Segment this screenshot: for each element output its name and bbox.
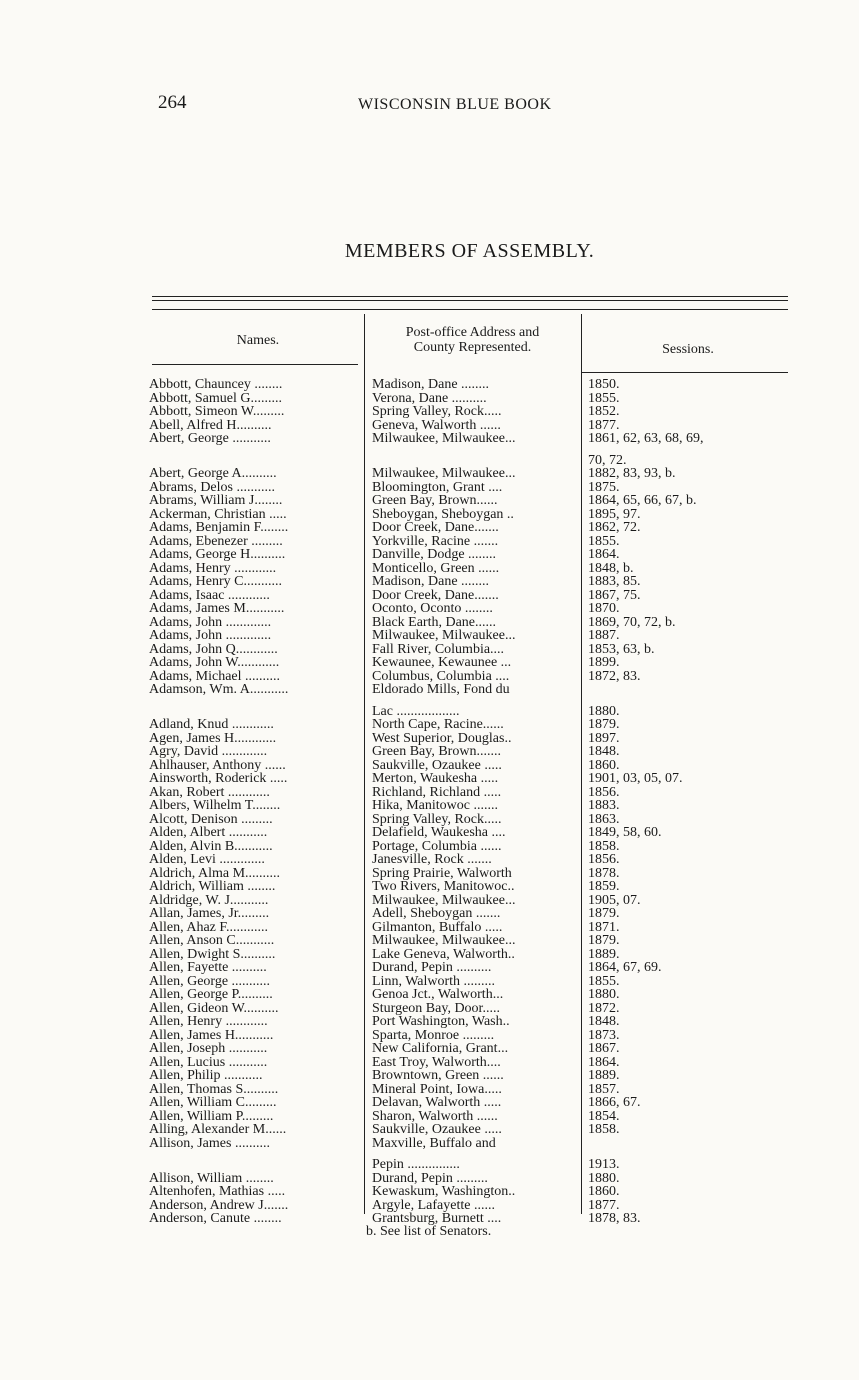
- table-row: [0, 718, 859, 732]
- table-row: [0, 602, 859, 616]
- member-sessions: 1895, 97.: [588, 507, 641, 522]
- member-sessions: 1856.: [588, 853, 620, 867]
- member-address: Kewaskum, Washington..: [372, 1185, 516, 1199]
- member-name: Abell, Alfred H..........: [149, 418, 272, 433]
- member-address: Richland, Richland .....: [372, 785, 502, 800]
- member-name: Ainsworth, Roderick .....: [149, 772, 288, 786]
- table-row: [0, 988, 859, 1002]
- table-row: [0, 1123, 859, 1137]
- member-sessions: 1853, 63, b.: [588, 642, 655, 657]
- table-row: [0, 616, 859, 630]
- member-name: Abrams, William J........: [149, 494, 283, 508]
- table-row: [0, 392, 859, 406]
- member-sessions: 1880.: [588, 988, 620, 1002]
- table-row: [0, 378, 859, 392]
- member-name: Alden, Levi .............: [149, 853, 265, 867]
- member-name: Abbott, Simeon W.........: [149, 405, 285, 419]
- page-number: 264: [158, 92, 187, 113]
- table-row: [0, 961, 859, 975]
- table-row: [0, 921, 859, 935]
- member-address: Green Bay, Brown.......: [372, 745, 501, 759]
- member-address: Portage, Columbia ......: [372, 839, 502, 854]
- table-row: [0, 643, 859, 657]
- member-address: Yorkville, Racine .......: [372, 534, 499, 549]
- member-address: Fall River, Columbia....: [372, 642, 505, 657]
- table-row: [0, 467, 859, 481]
- member-address: Durand, Pepin .........: [372, 1171, 488, 1186]
- member-name: Albers, Wilhelm T........: [149, 799, 281, 813]
- member-address: New California, Grant...: [372, 1042, 509, 1056]
- member-name: Allen, George ...........: [149, 974, 271, 989]
- member-address: Browntown, Green ......: [372, 1069, 504, 1083]
- member-address: East Troy, Walworth....: [372, 1055, 501, 1070]
- table-row: [0, 867, 859, 881]
- member-sessions: 1877.: [588, 418, 620, 433]
- member-name: Allen, James H...........: [149, 1028, 274, 1043]
- member-name: Aldridge, W. J...........: [149, 893, 269, 908]
- col-head-sessions: Sessions.: [662, 342, 714, 357]
- member-address: Milwaukee, Milwaukee...: [372, 432, 516, 446]
- member-sessions: 1879.: [588, 718, 620, 732]
- member-sessions: 1905, 07.: [588, 893, 641, 908]
- member-address: Spring Prairie, Walworth: [372, 866, 512, 881]
- member-name: Adams, Ebenezer .........: [149, 534, 283, 549]
- member-sessions: 1872, 83.: [588, 669, 641, 684]
- member-address: North Cape, Racine......: [372, 718, 504, 732]
- member-address: Sturgeon Bay, Door.....: [372, 1001, 500, 1016]
- top-rule-1: [152, 296, 788, 297]
- member-sessions: 1879.: [588, 907, 620, 921]
- member-sessions: 1880.: [588, 1171, 620, 1186]
- section-title: MEMBERS OF ASSEMBLY.: [344, 240, 595, 262]
- member-address: Verona, Dane ..........: [372, 391, 487, 406]
- member-name: Adams, Benjamin F........: [149, 521, 289, 535]
- table-row: [0, 683, 859, 697]
- member-sessions: 1864, 65, 66, 67, b.: [588, 494, 697, 508]
- member-address: West Superior, Douglas..: [372, 731, 512, 746]
- member-name: Abrams, Delos ...........: [149, 480, 275, 495]
- member-sessions: 1862, 72.: [588, 521, 641, 535]
- member-sessions: 1850.: [588, 378, 620, 392]
- table-row: [0, 813, 859, 827]
- member-sessions: 1873.: [588, 1028, 620, 1043]
- member-name: Adland, Knud ............: [149, 718, 274, 732]
- table-row: [0, 853, 859, 867]
- member-name: Anderson, Canute ........: [149, 1212, 282, 1226]
- table-row: [0, 508, 859, 522]
- member-name: Allen, Ahaz F............: [149, 920, 269, 935]
- member-sessions: 1870.: [588, 602, 620, 616]
- member-address: Lake Geneva, Walworth..: [372, 947, 515, 962]
- table-row: [0, 1158, 859, 1172]
- table-row: [0, 732, 859, 746]
- member-sessions: 1882, 83, 93, b.: [588, 467, 676, 481]
- member-address: Argyle, Lafayette ......: [372, 1198, 495, 1213]
- table-row: [0, 799, 859, 813]
- member-address: Milwaukee, Milwaukee...: [372, 629, 516, 643]
- member-address: Milwaukee, Milwaukee...: [372, 934, 516, 948]
- member-address: Sharon, Walworth ......: [372, 1109, 498, 1124]
- member-sessions: 1855.: [588, 534, 620, 549]
- member-name: Allen, Fayette ..........: [149, 961, 267, 975]
- member-address: Danville, Dodge ........: [372, 548, 497, 562]
- member-sessions: 1867, 75.: [588, 588, 641, 603]
- member-sessions: 1849, 58, 60.: [588, 826, 662, 840]
- member-sessions: 1897.: [588, 731, 620, 746]
- member-address: Door Creek, Dane.......: [372, 521, 499, 535]
- member-sessions: 1858.: [588, 1123, 620, 1137]
- member-address: Delavan, Walworth .....: [372, 1096, 502, 1110]
- member-name: Adams, John .............: [149, 629, 272, 643]
- member-name: Aldrich, Alma M..........: [149, 866, 281, 881]
- member-name: Allen, Anson C...........: [149, 934, 275, 948]
- table-row: [0, 1199, 859, 1213]
- member-sessions: 1855.: [588, 974, 620, 989]
- table-row: [0, 562, 859, 576]
- member-sessions: 1863.: [588, 812, 620, 827]
- col-head-address-2: County Represented.: [413, 340, 532, 355]
- member-address: Sparta, Monroe .........: [372, 1028, 495, 1043]
- member-name: Adams, John .............: [149, 615, 272, 630]
- member-name: Anderson, Andrew J.......: [149, 1198, 289, 1213]
- table-row: [0, 1002, 859, 1016]
- member-address: Durand, Pepin ..........: [372, 961, 492, 975]
- table-row: [0, 826, 859, 840]
- member-address: Eldorado Mills, Fond du: [372, 683, 510, 697]
- member-address: Door Creek, Dane.......: [372, 588, 499, 603]
- table-row: [0, 454, 859, 468]
- table-row: [0, 1069, 859, 1083]
- member-sessions: 1856.: [588, 785, 620, 800]
- member-name: Agen, James H............: [149, 731, 277, 746]
- table-row: [0, 670, 859, 684]
- table-row: [0, 1172, 859, 1186]
- table-row: [0, 1096, 859, 1110]
- table-row: [0, 745, 859, 759]
- member-address: Lac ..................: [372, 704, 460, 719]
- table-row: [0, 629, 859, 643]
- member-address: Saukville, Ozaukee .....: [372, 1123, 502, 1137]
- table-row: [0, 907, 859, 921]
- member-sessions: 1860.: [588, 1185, 620, 1199]
- member-name: Allan, James, Jr.........: [149, 907, 270, 921]
- member-name: Akan, Robert ............: [149, 785, 270, 800]
- member-address: Columbus, Columbia ....: [372, 669, 510, 684]
- member-name: Adams, Michael ..........: [149, 669, 281, 684]
- table-row: [0, 1110, 859, 1124]
- table-row: [0, 589, 859, 603]
- member-name: Allen, Joseph ...........: [149, 1042, 268, 1056]
- member-sessions: 1869, 70, 72, b.: [588, 615, 676, 630]
- member-sessions: 1913.: [588, 1158, 620, 1172]
- member-name: Adams, Isaac ............: [149, 588, 270, 603]
- member-address: Two Rivers, Manitowoc..: [372, 880, 515, 894]
- member-name: Adams, John Q............: [149, 642, 278, 657]
- member-sessions: 1864.: [588, 1055, 620, 1070]
- member-address: Madison, Dane ........: [372, 378, 490, 392]
- member-name: Allen, Thomas S..........: [149, 1082, 279, 1097]
- table-row: [0, 494, 859, 508]
- member-sessions: 1871.: [588, 920, 620, 935]
- member-sessions: 1860.: [588, 758, 620, 773]
- member-name: Allison, William ........: [149, 1171, 274, 1186]
- member-name: Allen, Henry ............: [149, 1015, 268, 1029]
- member-sessions: 1899.: [588, 656, 620, 670]
- table-row: [0, 934, 859, 948]
- table-row: [0, 405, 859, 419]
- member-name: Allen, Dwight S..........: [149, 947, 276, 962]
- member-address: Kewaunee, Kewaunee ...: [372, 656, 512, 670]
- member-name: Allison, James ..........: [149, 1136, 270, 1151]
- member-name: Adams, James M...........: [149, 602, 285, 616]
- member-sessions: 1877.: [588, 1198, 620, 1213]
- table-row: [0, 894, 859, 908]
- member-address: Milwaukee, Milwaukee...: [372, 893, 516, 908]
- top-rule-2: [152, 300, 788, 301]
- member-sessions: 1889.: [588, 947, 620, 962]
- member-sessions: 1854.: [588, 1109, 620, 1124]
- member-address: Madison, Dane ........: [372, 575, 490, 589]
- member-address: Oconto, Oconto ........: [372, 602, 493, 616]
- member-sessions: 1861, 62, 63, 68, 69,: [588, 432, 704, 446]
- member-address: Milwaukee, Milwaukee...: [372, 467, 516, 481]
- member-name: Adams, George H..........: [149, 548, 286, 562]
- table-row: [0, 1029, 859, 1043]
- member-sessions: 1855.: [588, 391, 620, 406]
- table-row: [0, 1056, 859, 1070]
- member-name: Adams, John W............: [149, 656, 280, 670]
- member-address: Sheboygan, Sheboygan ..: [372, 507, 514, 522]
- member-name: Alling, Alexander M......: [149, 1123, 287, 1137]
- member-sessions: 1883.: [588, 799, 620, 813]
- footnote: b. See list of Senators.: [366, 1224, 492, 1239]
- member-sessions: 1878.: [588, 866, 620, 881]
- member-address: Linn, Walworth .........: [372, 974, 496, 989]
- member-sessions: 1867.: [588, 1042, 620, 1056]
- member-name: Abert, George A..........: [149, 467, 277, 481]
- table-row: [0, 1015, 859, 1029]
- member-name: Adams, Henry C...........: [149, 575, 282, 589]
- header-underline-names: [152, 364, 358, 365]
- member-address: Gilmanton, Buffalo .....: [372, 920, 503, 935]
- table-row: [0, 656, 859, 670]
- table-row: [0, 548, 859, 562]
- member-address: Grantsburg, Burnett ....: [372, 1212, 502, 1226]
- member-sessions: 1858.: [588, 839, 620, 854]
- member-name: Agry, David .............: [149, 745, 268, 759]
- member-sessions: 1864, 67, 69.: [588, 961, 662, 975]
- member-sessions: 1859.: [588, 880, 620, 894]
- member-address: Monticello, Green ......: [372, 561, 500, 576]
- member-address: Adell, Sheboygan .......: [372, 907, 501, 921]
- member-sessions: 70, 72.: [588, 453, 627, 468]
- table-row: [0, 432, 859, 446]
- member-address: Geneva, Walworth ......: [372, 418, 501, 433]
- member-name: Allen, Philip ...........: [149, 1069, 263, 1083]
- member-sessions: 1878, 83.: [588, 1212, 641, 1226]
- member-name: Adams, Henry ............: [149, 561, 277, 576]
- member-address: Bloomington, Grant ....: [372, 480, 503, 495]
- table-row: [0, 1137, 859, 1151]
- member-name: Abert, George ...........: [149, 432, 271, 446]
- member-sessions: 1889.: [588, 1069, 620, 1083]
- table-row: [0, 481, 859, 495]
- member-sessions: 1852.: [588, 405, 620, 419]
- member-name: Abbott, Samuel G.........: [149, 391, 282, 406]
- member-sessions: 1864.: [588, 548, 620, 562]
- member-address: Black Earth, Dane......: [372, 615, 497, 630]
- table-row: [0, 772, 859, 786]
- table-row: [0, 759, 859, 773]
- col-head-names: Names.: [236, 333, 280, 348]
- table-row: [0, 419, 859, 433]
- member-address: Mineral Point, Iowa.....: [372, 1082, 502, 1097]
- table-row: [0, 1042, 859, 1056]
- member-sessions: 1880.: [588, 704, 620, 719]
- member-name: Alden, Alvin B...........: [149, 839, 273, 854]
- member-name: Allen, William C.........: [149, 1096, 277, 1110]
- table-row: [0, 705, 859, 719]
- member-address: Maxville, Buffalo and: [372, 1136, 496, 1151]
- table-row: [0, 575, 859, 589]
- top-rule-3: [152, 309, 788, 310]
- member-address: Hika, Manitowoc .......: [372, 799, 498, 813]
- member-sessions: 1872.: [588, 1001, 620, 1016]
- member-sessions: 1848, b.: [588, 561, 634, 576]
- member-name: Ackerman, Christian .....: [149, 507, 287, 522]
- member-address: Saukville, Ozaukee .....: [372, 758, 502, 773]
- table-row: [0, 880, 859, 894]
- member-name: Allen, Gideon W..........: [149, 1001, 279, 1016]
- member-sessions: 1848.: [588, 1015, 620, 1029]
- member-address: Delafield, Waukesha ....: [372, 826, 506, 840]
- table-row: [0, 1185, 859, 1199]
- member-address: Pepin ...............: [372, 1158, 460, 1172]
- member-address: Genoa Jct., Walworth...: [372, 988, 504, 1002]
- member-name: Alden, Albert ...........: [149, 826, 268, 840]
- member-sessions: 1883, 85.: [588, 575, 641, 589]
- member-name: Aldrich, William ........: [149, 880, 276, 894]
- table-row: [0, 1083, 859, 1097]
- col-head-address-1: Post-office Address and: [405, 325, 540, 340]
- member-name: Allen, George P..........: [149, 988, 273, 1002]
- member-name: Adamson, Wm. A...........: [149, 683, 289, 697]
- member-address: Merton, Waukesha .....: [372, 772, 499, 786]
- member-sessions: 1866, 67.: [588, 1096, 641, 1110]
- member-address: Port Washington, Wash..: [372, 1015, 510, 1029]
- member-name: Allen, Lucius ...........: [149, 1055, 268, 1070]
- member-sessions: 1848.: [588, 745, 620, 759]
- running-title: WISCONSIN BLUE BOOK: [358, 96, 552, 113]
- member-address: Spring Valley, Rock.....: [372, 812, 502, 827]
- table-row: [0, 786, 859, 800]
- table-row: [0, 975, 859, 989]
- member-sessions: 1879.: [588, 934, 620, 948]
- member-sessions: 1875.: [588, 480, 620, 495]
- member-name: Altenhofen, Mathias .....: [149, 1185, 286, 1199]
- header-underline-sessions: [582, 372, 788, 373]
- table-row: [0, 948, 859, 962]
- member-name: Alcott, Denison .........: [149, 812, 273, 827]
- table-row: [0, 521, 859, 535]
- member-address: Green Bay, Brown......: [372, 494, 498, 508]
- member-sessions: 1901, 03, 05, 07.: [588, 772, 683, 786]
- member-name: Abbott, Chauncey ........: [149, 378, 283, 392]
- member-sessions: 1857.: [588, 1082, 620, 1097]
- table-row: [0, 535, 859, 549]
- table-row: [0, 840, 859, 854]
- member-address: Spring Valley, Rock.....: [372, 405, 502, 419]
- member-name: Allen, William P.........: [149, 1109, 274, 1124]
- member-sessions: 1887.: [588, 629, 620, 643]
- member-name: Ahlhauser, Anthony ......: [149, 758, 286, 773]
- member-address: Janesville, Rock .......: [372, 853, 492, 867]
